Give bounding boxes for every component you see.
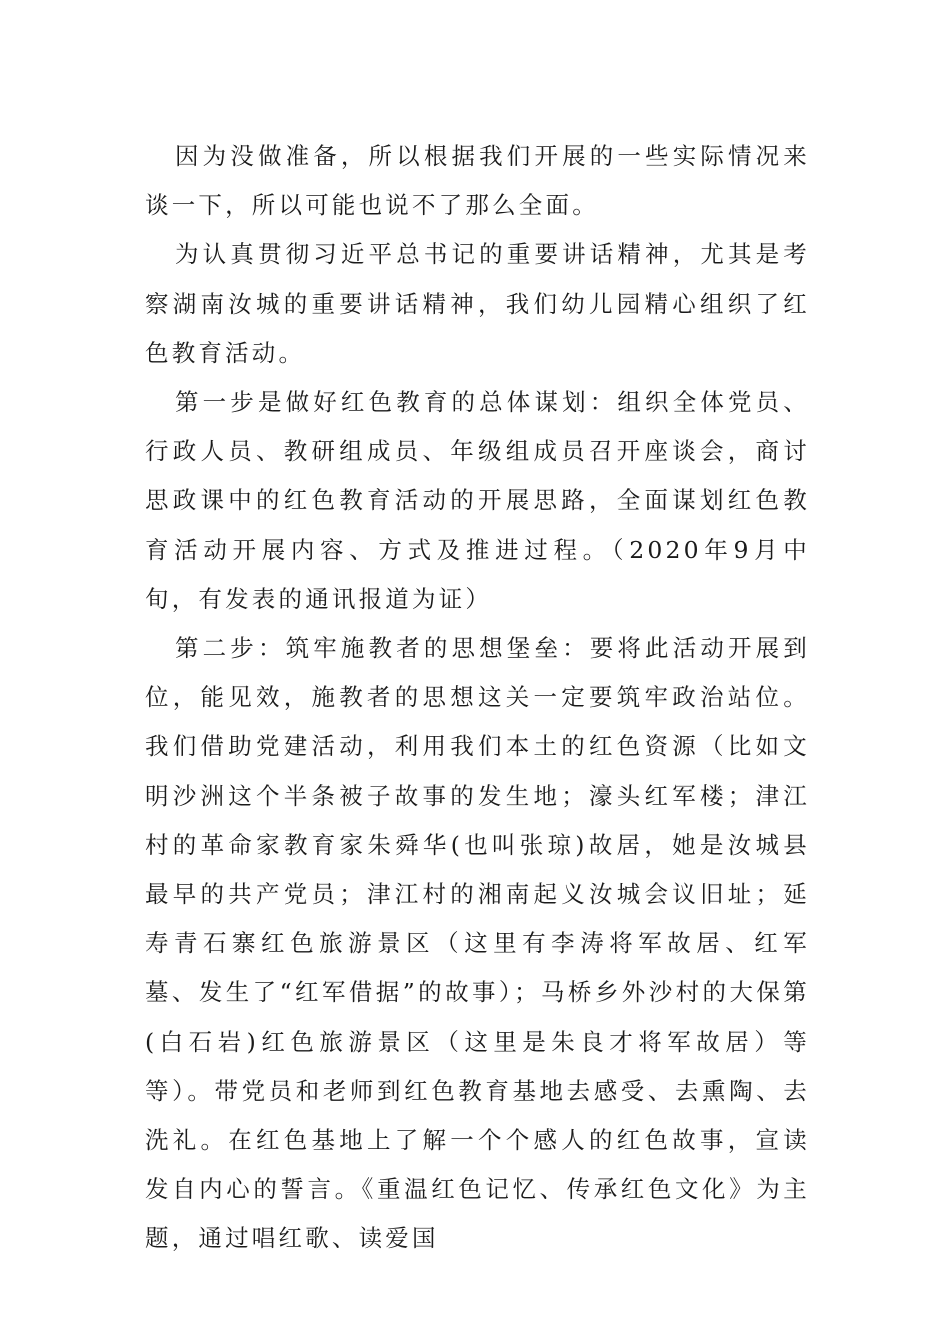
paragraph-intro: 因为没做准备，所以根据我们开展的一些实际情况来谈一下，所以可能也说不了那么全面。 — [145, 142, 810, 220]
document-body — [145, 132, 810, 1264]
paragraph-step-two: 第二步：筑牢施教者的思想堡垒：要将此活动开展到位，能见效，施教者的思想这关一定要筑牢政治站位。我们借助党建活动，利用我们本土的红色资源（比如文明沙洲这个半条被子故事的发生地；濠头红军楼；津江村的革命家教育家朱舜华(也叫张琼)故居，她是汝城县最早的共产党员；津江村的湘南起义汝城会议旧址；延寿青石寨红色旅游景区（这里有李涛将军故居、红军墓、发生了“红军借据”的故事）；马桥乡外沙村的大保第(白石岩)红色旅游景区（这里是朱良才将军故居）等等）。带党员和老师到红色教育基地去感受、去熏陶、去洗礼。在红色基地上了解一个个感人的红色故事，宣读发自内心的誓言。《重温红色记忆、传承红色文化》为主题，通过唱红歌、读爱国 — [145, 634, 810, 1253]
paragraph-purpose: 为认真贯彻习近平总书记的重要讲话精神，尤其是考察湖南汝城的重要讲话精神，我们幼儿园精心组织了红色教育活动。 — [145, 240, 810, 367]
paragraph-step-one: 第一步是做好红色教育的总体谋划：组织全体党员、行政人员、教研组成员、年级组成员召开座谈会，商讨思政课中的红色教育活动的开展思路，全面谋划红色教育活动开展内容、方式及推进过程。（2020年9月中旬，有发表的通讯报道为证） — [145, 388, 810, 613]
